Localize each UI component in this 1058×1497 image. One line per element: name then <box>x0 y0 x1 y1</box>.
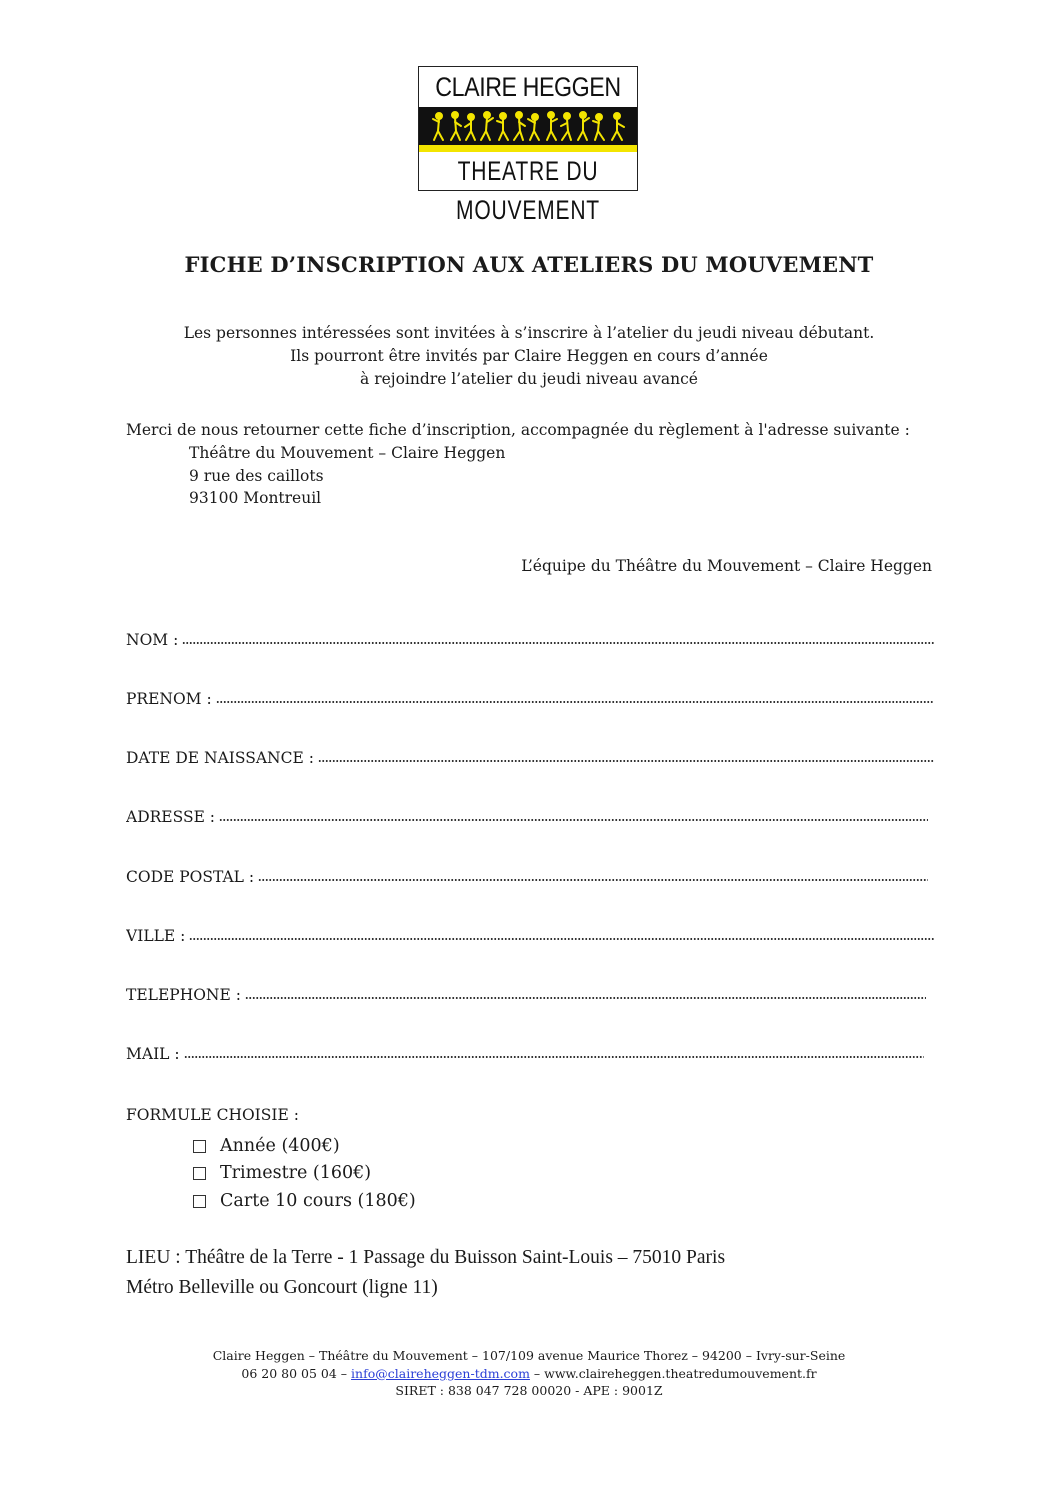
intro-text <box>0 322 1058 391</box>
field-label: PRENOM : <box>126 690 212 708</box>
field-dotted-line[interactable] <box>258 878 928 882</box>
return-info-lead: Merci de nous retourner cette fiche d’inscription, accompagnée du règlement à l'adresse suivante : <box>126 421 910 439</box>
date-naissance-field[interactable] <box>126 749 934 767</box>
address-line: 9 rue des caillots <box>189 466 324 485</box>
option-carte-10-cours[interactable] <box>193 1191 416 1211</box>
lieu-info <box>126 1243 725 1303</box>
address-line: 93100 Montreuil <box>189 489 322 507</box>
field-dotted-line[interactable] <box>245 996 926 1000</box>
page-title: FICHE D’INSCRIPTION AUX ATELIERS DU MOUVEMENT <box>184 252 874 277</box>
field-label: MAIL : <box>126 1045 180 1063</box>
prenom-field[interactable] <box>126 690 934 708</box>
metro-line: Métro Belleville ou Goncourt (ligne 11) <box>126 1277 438 1298</box>
field-dotted-line[interactable] <box>189 937 934 941</box>
footer-website: – www.claireheggen.theatredumouvement.fr <box>533 1365 817 1381</box>
field-label: VILLE : <box>126 927 186 945</box>
footer-address: Claire Heggen – Théâtre du Mouvement – 107/109 avenue Maurice Thorez – 94200 – Ivry-sur-Seine <box>212 1348 846 1363</box>
footer-phone: 06 20 80 05 04 – <box>241 1365 348 1381</box>
lieu-line: LIEU : Théâtre de la Terre - 1 Passage du Buisson Saint-Louis – 75010 Paris <box>126 1247 726 1268</box>
footer-email-link[interactable]: info@claireheggen-tdm.com <box>351 1365 530 1381</box>
checkbox[interactable] <box>193 1140 206 1153</box>
field-dotted-line[interactable] <box>182 641 934 645</box>
field-label: ADRESSE : <box>126 808 216 826</box>
field-dotted-line[interactable] <box>184 1055 924 1059</box>
field-dotted-line[interactable] <box>318 759 934 763</box>
intro-line: Ils pourront être invités par Claire Heggen en cours d’année <box>290 347 768 365</box>
field-dotted-line[interactable] <box>219 818 928 822</box>
field-label: DATE DE NAISSANCE : <box>126 749 314 767</box>
option-label: Trimestre (160€) <box>220 1163 372 1183</box>
logo-bottom-text: THEATRE DU MOUVEMENT <box>456 156 600 225</box>
option-label: Carte 10 cours (180€) <box>220 1191 416 1211</box>
checkbox[interactable] <box>193 1167 206 1180</box>
ville-field[interactable] <box>126 927 934 945</box>
option-annee[interactable] <box>193 1136 340 1156</box>
footer-contact <box>0 1365 1058 1383</box>
signature: L’équipe du Théâtre du Mouvement – Claire Heggen <box>521 557 932 575</box>
footer <box>0 1347 1058 1400</box>
option-trimestre[interactable] <box>193 1163 371 1183</box>
return-address <box>189 442 505 510</box>
logo-band <box>419 107 637 145</box>
nom-field[interactable] <box>126 631 934 649</box>
intro-line: à rejoindre l’atelier du jeudi niveau avancé <box>360 370 698 388</box>
address-line: Théâtre du Mouvement – Claire Heggen <box>189 444 506 462</box>
dancers-figures-icon <box>419 107 637 145</box>
logo-yellow-line <box>419 145 637 152</box>
code-postal-field[interactable] <box>126 868 928 886</box>
field-label: NOM : <box>126 631 179 649</box>
logo-top-text: CLAIRE HEGGEN <box>435 72 621 102</box>
field-dotted-line[interactable] <box>216 700 934 704</box>
logo <box>418 66 638 225</box>
option-label: Année (400€) <box>220 1136 340 1156</box>
adresse-field[interactable] <box>126 808 928 826</box>
field-label: TELEPHONE : <box>126 986 241 1004</box>
telephone-field[interactable] <box>126 986 926 1004</box>
checkbox[interactable] <box>193 1195 206 1208</box>
formule-label: FORMULE CHOISIE : <box>126 1106 300 1124</box>
footer-siret: SIRET : 838 047 728 00020 - APE : 9001Z <box>395 1383 663 1398</box>
mail-field[interactable] <box>126 1045 924 1063</box>
intro-line: Les personnes intéressées sont invitées à s’inscrire à l’atelier du jeudi niveau débutant. <box>183 324 875 342</box>
field-label: CODE POSTAL : <box>126 868 255 886</box>
